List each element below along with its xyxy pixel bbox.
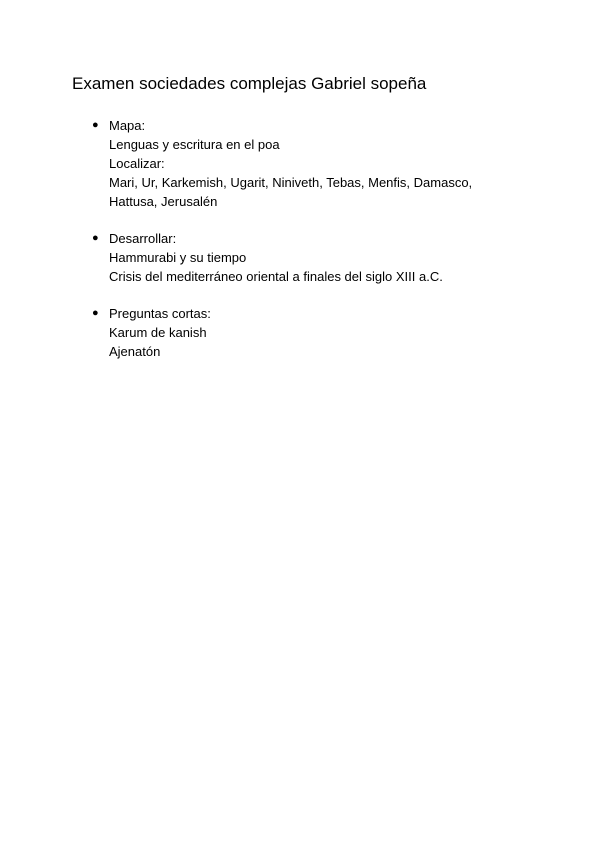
document-title: Examen sociedades complejas Gabriel sopeña: [72, 74, 427, 93]
bullet-icon: ●: [92, 232, 99, 244]
list-item-preguntas-cortas: [0, 304, 600, 361]
section-heading: Mapa:: [109, 118, 146, 133]
section-line: Mari, Ur, Karkemish, Ugarit, Niniveth, Tebas, Menfis, Damasco,: [109, 175, 473, 190]
section-heading: Desarrollar:: [109, 231, 177, 246]
bullet-icon: ●: [92, 307, 99, 319]
section-line: Hattusa, Jerusalén: [109, 194, 218, 209]
section-line: Lenguas y escritura en el poa: [109, 137, 280, 152]
section-line: Localizar:: [109, 156, 165, 171]
exam-topics-list: [0, 116, 600, 379]
section-line: Ajenatón: [109, 344, 161, 359]
section-line: Karum de kanish: [109, 325, 207, 340]
section-heading: Preguntas cortas:: [109, 306, 211, 321]
section-line: Hammurabi y su tiempo: [109, 250, 247, 265]
bullet-icon: ●: [92, 119, 99, 131]
list-item-desarrollar: [0, 229, 600, 286]
section-line: Crisis del mediterráneo oriental a finales del siglo XIII a.C.: [109, 269, 443, 284]
list-item-mapa: [0, 116, 600, 211]
